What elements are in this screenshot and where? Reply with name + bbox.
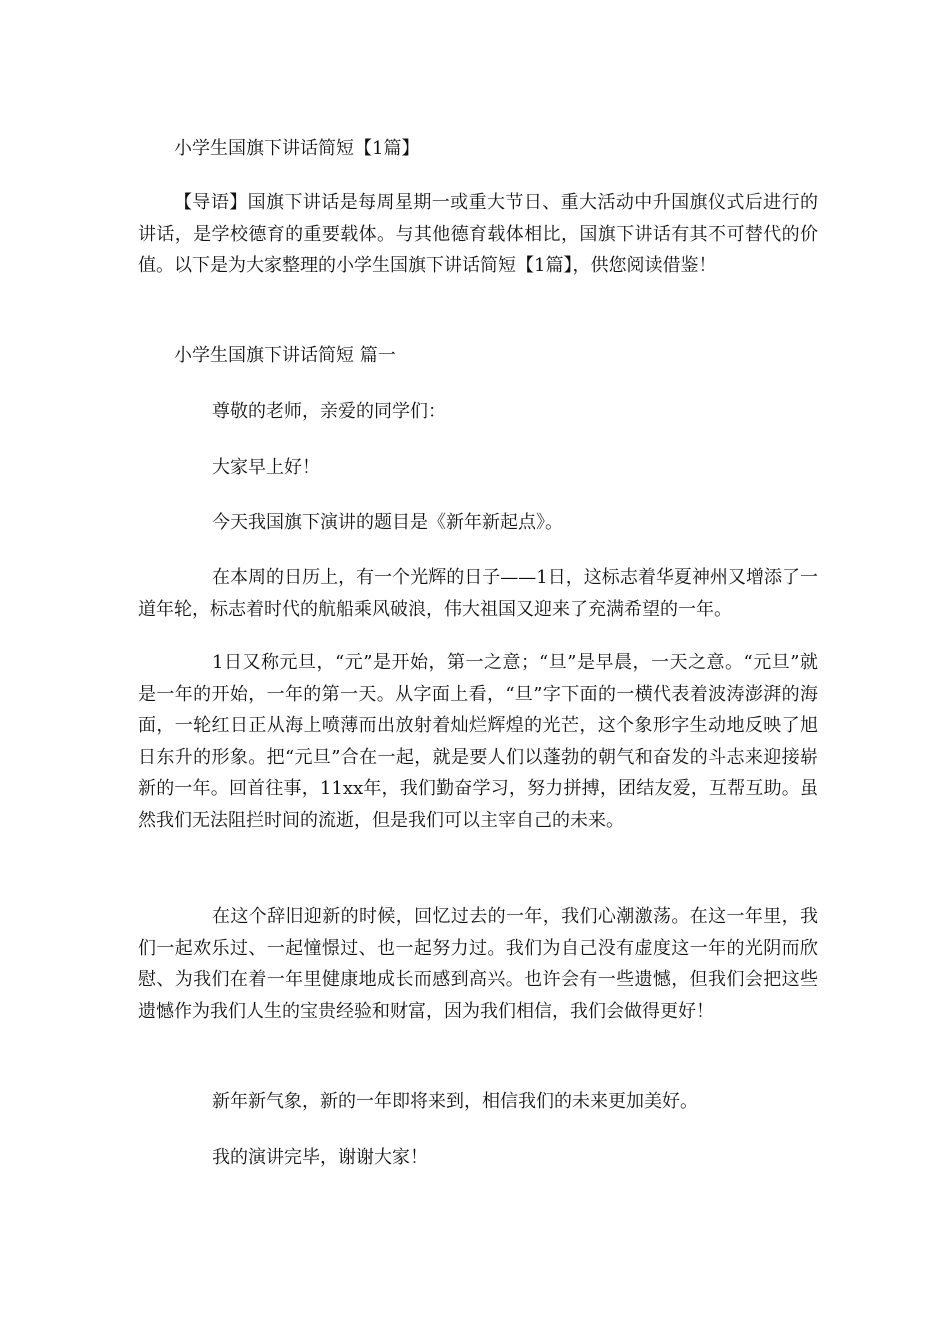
- salutation: 尊敬的老师，亲爱的同学们：: [212, 401, 446, 422]
- body-paragraph-1: 在本周的日历上，有一个光辉的日子——1日，这标志着华夏神州又增添了一道年轮，标志着时代的航船乘风破浪，伟大祖国又迎来了充满希望的一年。: [138, 567, 818, 620]
- body-paragraph-3: 在这个辞旧迎新的时候，回忆过去的一年，我们心潮激荡。在这一年里，我们一起欢乐过、一起憧憬过、也一起努力过。我们为自己没有虚度这一年的光阴而欣慰、为我们在着一年里健康地成长而感到高兴。也许会有一些遗憾，但我们会把这些遗憾作为我们人生的宝贵经验和财富，因为我们相信，我们会做得更好！: [138, 906, 818, 1022]
- document-title: 小学生国旗下讲话简短【1篇】: [174, 138, 420, 159]
- body-paragraph-4: 新年新气象，新的一年即将来到，相信我们的未来更加美好。: [212, 1091, 698, 1112]
- greeting: 大家早上好！: [212, 457, 320, 478]
- closing-line: 我的演讲完毕，谢谢大家！: [212, 1147, 428, 1168]
- body-paragraph-2: 1日又称元旦，“元”是开始，第一之意；“旦”是早晨，一天之意。“元旦”就是一年的开始，一年的第一天。从字面上看，“旦”字下面的一横代表着波涛澎湃的海面，一轮红日正从海上喷薄而出放射着灿烂辉煌的光芒，这个象形字生动地反映了旭日东升的形象。把“元旦”合在一起，就是要人们以蓬勃的朝气和奋发的斗志来迎接崭新的一年。回首往事，11xx年，我们勤奋学习，努力拼搏，团结友爱，互帮互助。虽然我们无法阻拦时间的流逝，但是我们可以主宰自己的未来。: [138, 652, 818, 831]
- section-heading: 小学生国旗下讲话简短 篇一: [174, 345, 396, 366]
- intro-paragraph: 【导语】国旗下讲话是每周星期一或重大节日、重大活动中升国旗仪式后进行的讲话，是学校德育的重要载体。与其他德育载体相比，国旗下讲话有其不可替代的价值。以下是为大家整理的小学生国旗下讲话简短【1篇】，供您阅读借鉴！: [138, 192, 818, 276]
- speech-topic: 今天我国旗下演讲的题目是《新年新起点》。: [212, 512, 563, 533]
